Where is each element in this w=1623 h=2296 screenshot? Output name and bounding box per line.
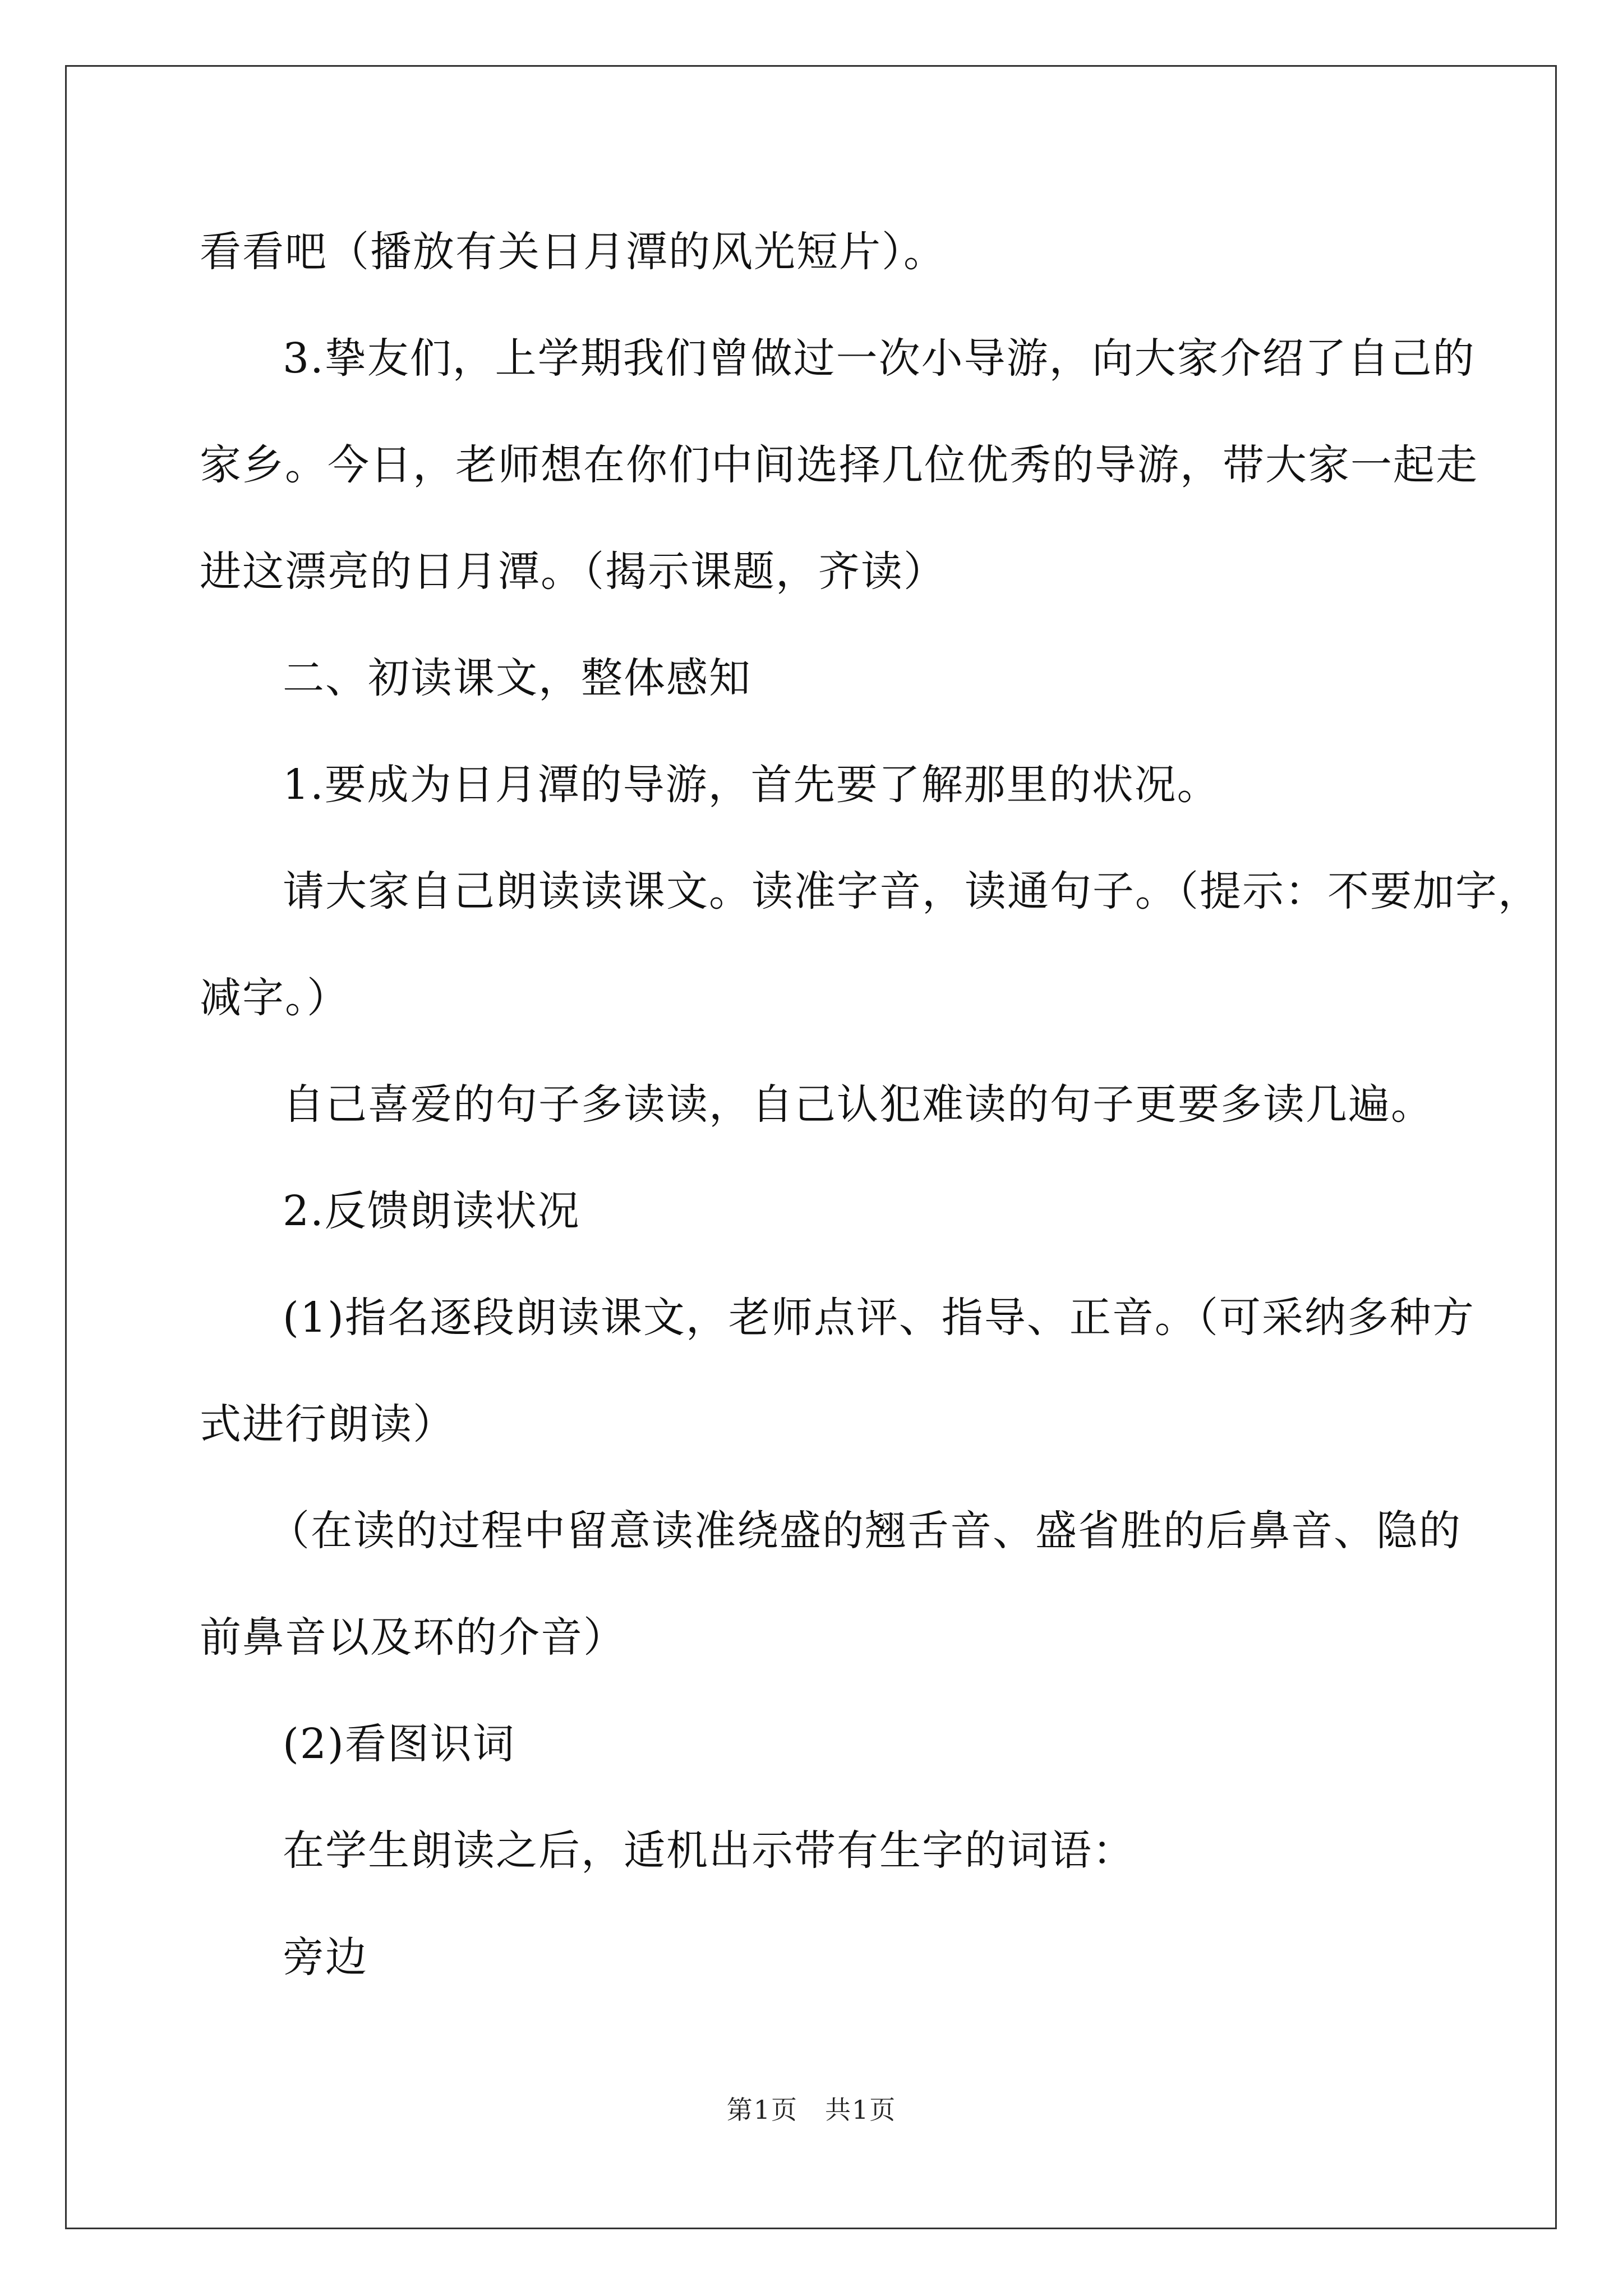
text-line: 1.要成为日月潭的导游，首先要了解那里的状况。 [283, 761, 1220, 809]
page-border [65, 65, 1557, 2229]
text-line: 前鼻音以及环的介音） [200, 1613, 626, 1662]
text-line: 进这漂亮的日月潭。（揭示课题，齐读） [200, 547, 946, 596]
text-line: 3.挚友们，上学期我们曾做过一次小导游，向大家介绍了自己的 [283, 334, 1476, 383]
text-line: 式进行朗读） [200, 1400, 455, 1448]
text-line: 2.反馈朗读状况 [283, 1187, 580, 1235]
text-line: 在学生朗读之后，适机出示带有生字的词语： [283, 1826, 1135, 1875]
text-line: 请大家自己朗读读课文。读准字音，读通句子。（提示：不要加字， [283, 867, 1541, 915]
text-line: 家乡。今日，老师想在你们中间选择几位优秀的导游，带大家一起走 [200, 441, 1478, 489]
text-line: 看看吧（播放有关日月潭的风光短片）。 [200, 228, 946, 276]
text-line: （在读的过程中留意读准绕盛的翘舌音、盛省胜的后鼻音、隐的 [268, 1507, 1461, 1555]
text-line: 减字。） [200, 974, 349, 1022]
section-heading: 二、初读课文，整体感知 [283, 654, 751, 702]
text-line: (1)指名逐段朗读课文，老师点评、指导、正音。（可采纳多种方 [283, 1294, 1475, 1342]
page-footer: 第1页 共1页 [726, 2095, 897, 2125]
text-line: 旁边 [283, 1933, 368, 1981]
text-line: 自己喜爱的句子多读读，自己认犯难读的句子更要多读几遍。 [283, 1080, 1433, 1129]
text-line: (2)看图识词 [283, 1720, 515, 1768]
